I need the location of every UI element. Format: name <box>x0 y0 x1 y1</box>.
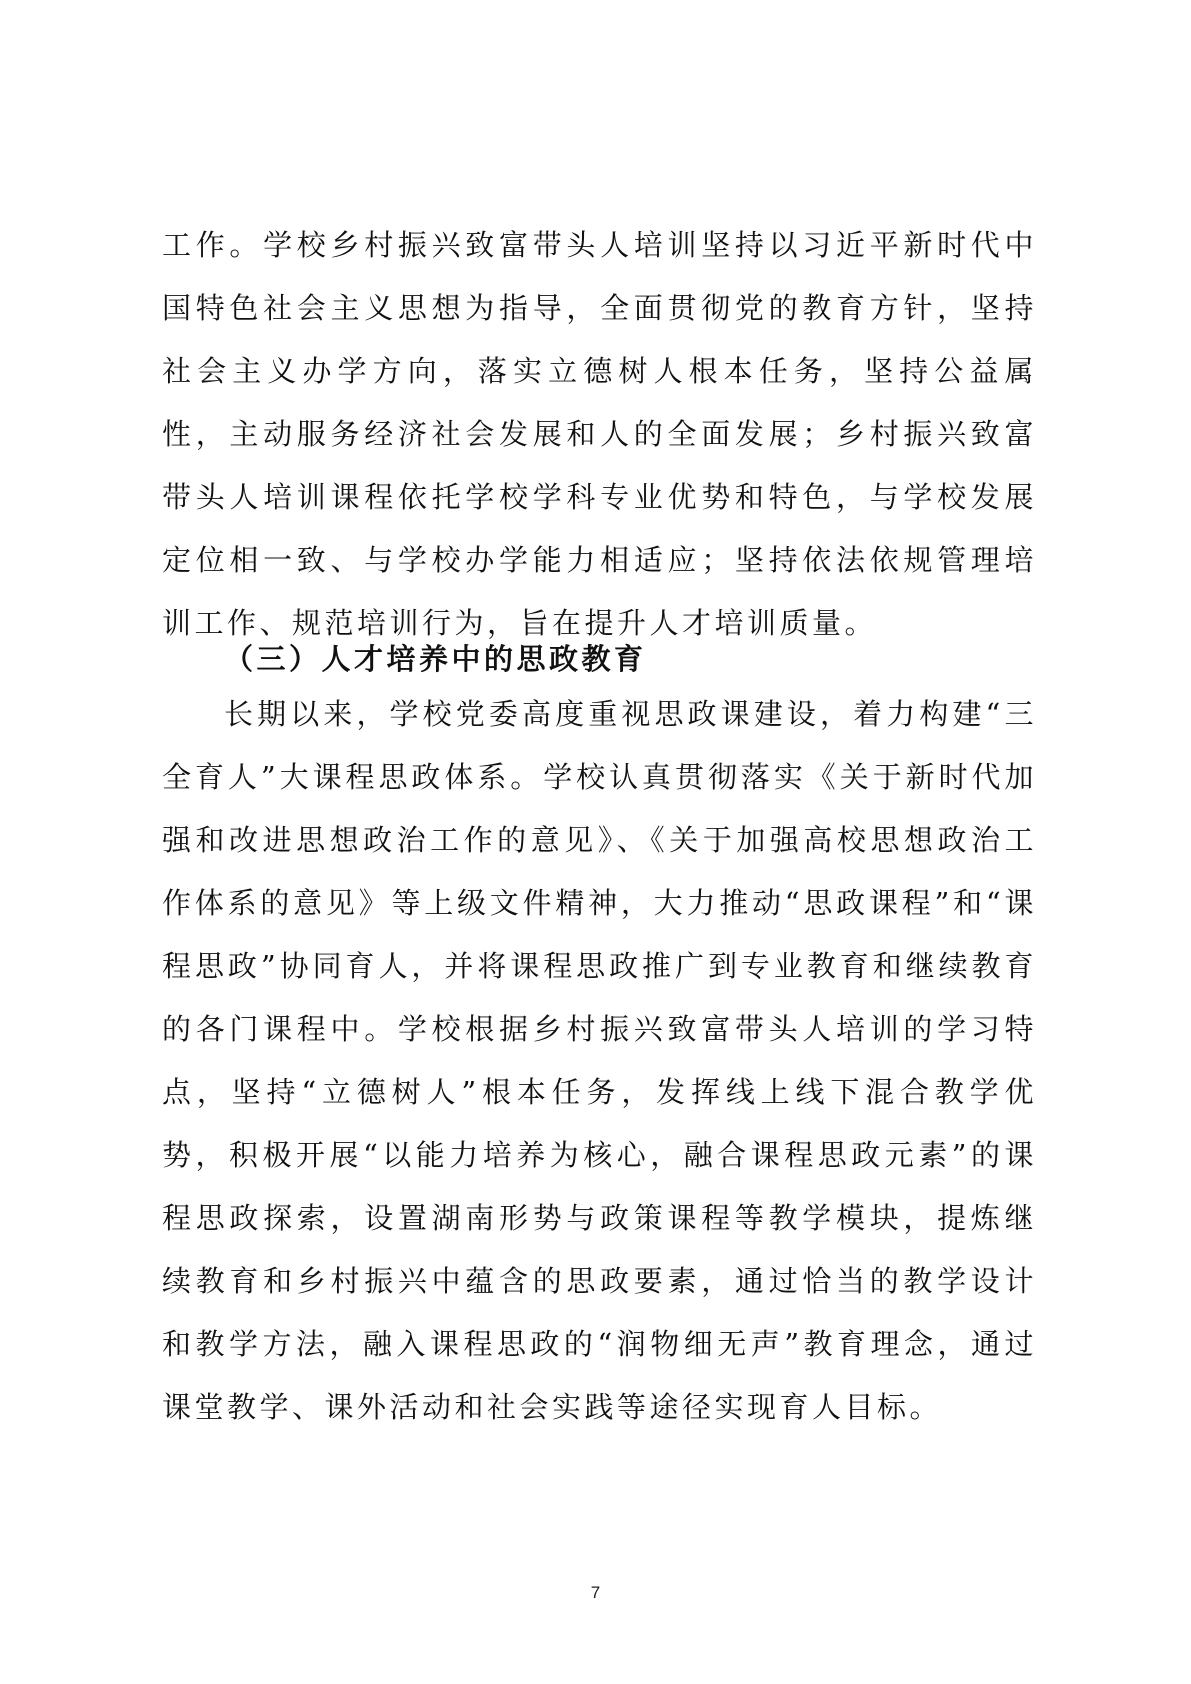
body-paragraph-continued: 工作。学校乡村振兴致富带头人培训坚持以习近平新时代中国特色社会主义思想为指导，全面贯彻党的教育方针，坚持社会主义办学方向，落实立德树人根本任务，坚持公益属性，主动服务经济社会发展和人的全面发展；乡村振兴致富带头人培训课程依托学校学科专业优势和特色，与学校发展定位相一致、与学校办学能力相适应；坚持依法依规管理培训工作、规范培训行为，旨在提升人才培训质量。 <box>162 228 1037 640</box>
body-paragraph-ideological-education: 长期以来，学校党委高度重视思政课建设，着力构建“三全育人”大课程思政体系。学校认真贯彻落实《关于新时代加强和改进思想政治工作的意见》、《关于加强高校思想政治工作体系的意见》等上级文件精神，大力推动“思政课程”和“课程思政”协同育人，并将课程思政推广到专业教育和继续教育的各门课程中。学校根据乡村振兴致富带头人培训的学习特点，坚持“立德树人”根本任务，发挥线上线下混合教学优势，积极开展“以能力培养为核心，融合课程思政元素”的课程思政探索，设置湖南形势与政策课程等教学模块，提炼继续教育和乡村振兴中蕴含的思政要素，通过恰当的教学设计和教学方法，融入课程思政的“润物细无声”教育理念，通过课堂教学、课外活动和社会实践等途径实现育人目标。 <box>162 697 1037 1424</box>
section-heading: （三）人才培养中的思政教育 <box>224 642 647 676</box>
page-number: 7 <box>590 1583 601 1602</box>
